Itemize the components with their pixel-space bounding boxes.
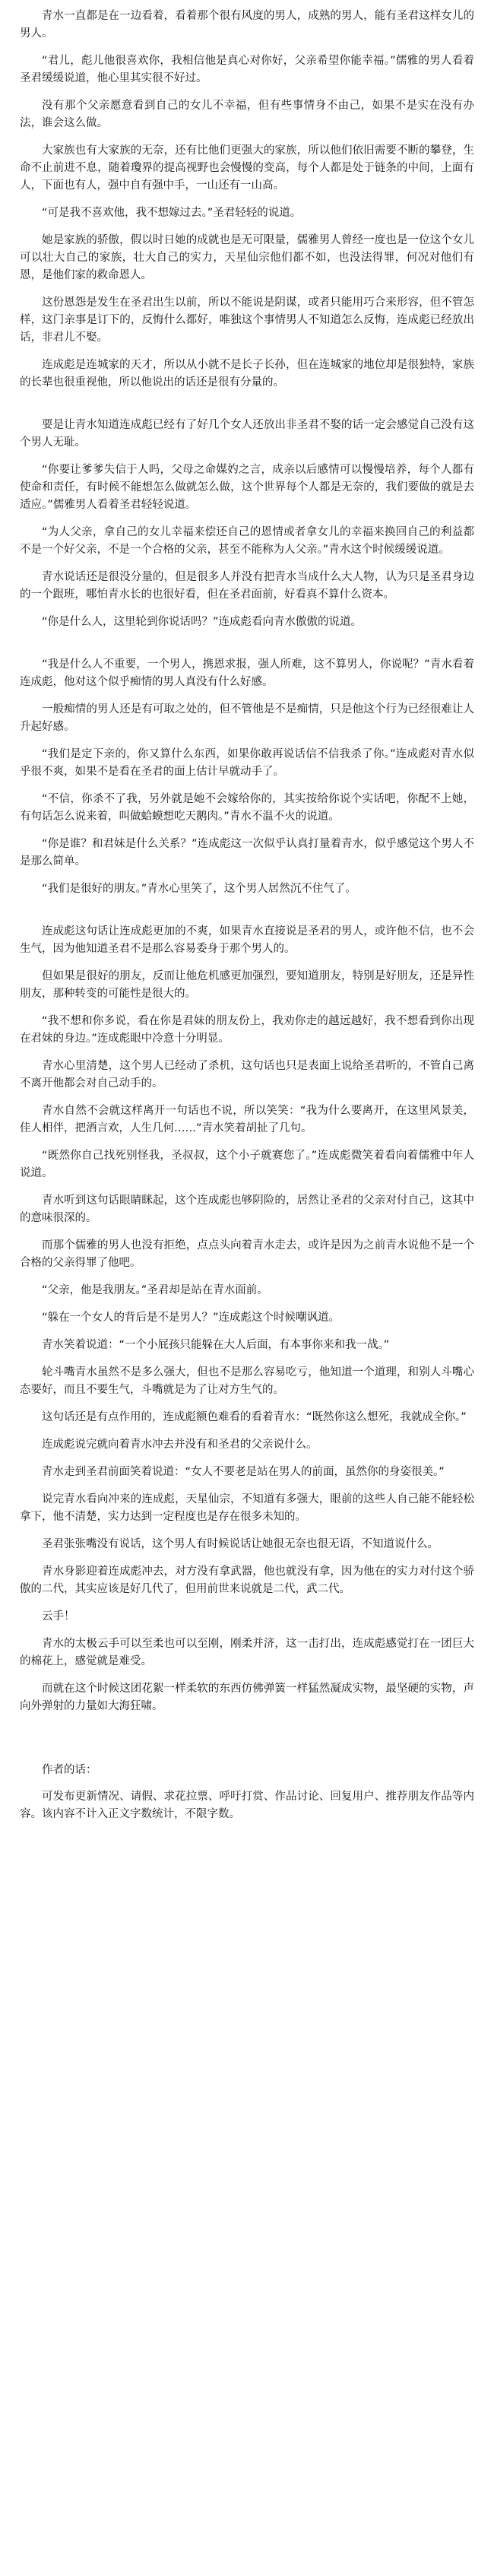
paragraph: 连成彪说完就向着青水冲去并没有和圣君的父亲说什么。 — [42, 1439, 318, 1451]
paragraph: 青水笑着说道：“一个小屁孩只能躲在大人后面，有本事你来和我一战。” — [42, 1339, 390, 1351]
paragraph: 云手！ — [42, 1610, 75, 1623]
blank-line — [20, 641, 474, 656]
paragraph: 说完青水看向冲来的连成彪，天星仙宗，不知道有多强大，眼前的这些人自己能不能轻松拿下，他不清楚，实力达到一定程度也是存在很多未知的。 — [20, 1493, 474, 1523]
paragraph: “你是什么人，这里轮到你说话吗？”连成彪看向青水傲傲的说道。 — [42, 616, 363, 628]
paragraph: 这句话还是有点作用的，连成彪额色难看的看着青水：“既然你这么想死，我就成全你。” — [42, 1411, 467, 1423]
author-notes-text: 可发布更新情况、请假、求花拉票、呼吁打赏、作品讨论、回复用户、推荐朋友作品等内容。该内容不计入正文字数统计，不限字数。 — [20, 1791, 474, 1820]
paragraph: 这份恩怨是发生在圣君出生以前，所以不能说是阴谋，或者只能用巧合来形容，但不管怎样，这门亲事是订下的，反悔什么都好，唯独这个事情男人不知道怎么反悔，连成彪已经放出话，非君儿不娶。 — [20, 297, 474, 344]
paragraph: “君儿，彪儿他很喜欢你，我相信他是真心对你好，父亲希望你能幸福。”儒雅的男人看着圣君缓缓说道，他心里其实很不好过。 — [20, 55, 474, 84]
blank-line — [20, 1725, 474, 1762]
paragraph: 青水身影迎着连成彪冲去，对方没有拿武器，他也就没有拿，因为他在的实力对付这个骄傲的二代，其实应该是好几代了，但用前世来说就是二代，武二代。 — [20, 1566, 474, 1595]
author-notes-label: 作者的话： — [42, 1764, 97, 1776]
paragraph: 大家族也有大家族的无奈，还有比他们更强大的家族，所以他们依旧需要不断的攀登，生命不止前进不息，随着瓊界的提高视野也会慢慢的变高，每个人都是处于链条的中间，上面有人，下面也有人，强中自有强中手，一山还有一山高。 — [20, 144, 474, 192]
paragraph: “可是我不喜欢他，我不想嫁过去。”圣君轻轻的说道。 — [42, 207, 302, 219]
paragraph: 一般痴情的男人还是有可取之处的，但不管他是不是痴情，只是他这个行为已经很难让人升起好感。 — [20, 703, 474, 733]
paragraph: 青水走到圣君前面笑着说道：“女人不要老是站在男人的前面，虽然你的身姿很美。” — [42, 1466, 445, 1478]
paragraph: “你要让爹爹失信于人吗，父母之命媒妁之言，成亲以后感情可以慢慢培养，每个人都有使命和责任，有时候不能想怎么做就怎么做，这个世界每个人都是无奈的，我们要做的就是去适应。”儒雅男人看着圣君轻轻说道。 — [20, 464, 474, 511]
paragraph: “我不想和你多说，看在你是君妹的朋友份上，我劝你走的越远越好，我不想看到你出现在君妹的身边。”连成彪眼中冷意十分明显。 — [20, 1015, 474, 1045]
paragraph: 青水的太极云手可以至柔也可以至刚，刚柔并济，这一击打出，连成彪感觉打在一团巨大的棉花上，感觉就是难受。 — [20, 1638, 474, 1667]
paragraph: 青水一直都是在一边看着，看着那个很有风度的男人，成熟的男人，能有圣君这样女儿的男人。 — [20, 10, 474, 40]
paragraph: 而那个儒雅的男人也没有拒绝，点点头向着青水走去，或许是因为之前青水说他不是一个合格的父亲得罪了他吧。 — [20, 1239, 474, 1269]
paragraph: “我是什么人不重要，一个男人，携恩求报，强人所难，这不算男人，你说呢？”青水看着连成彪，他对这个似乎痴情的男人真没有什么好感。 — [20, 658, 474, 688]
paragraph: “我们是很好的朋友。”青水心里笑了，这个男人居然沉不住气了。 — [42, 883, 356, 895]
paragraph: 青水自然不会就这样离开一句话也不说，所以笑笑：“我为什么要离开，在这里风景美，佳人相伴，把酒言欢，人生几何……”青水笑着胡扯了几句。 — [20, 1105, 474, 1134]
paragraph: “你是谁？和君妹是什么关系？”连成彪这一次似乎认真打量着青水，似乎感觉这个男人不是那么简单。 — [20, 838, 474, 868]
paragraph: 而就在这个时候这团花絮一样柔软的东西仿佛弹簧一样猛然凝成实物，最坚硬的实物，声向外弹射的力量如大海狂啸。 — [20, 1683, 474, 1712]
paragraph: 但如果是很好的朋友，反而让他危机感更加强烈，要知道朋友，特别是好朋友，还是异性朋友，那种转变的可能性是很大的。 — [20, 970, 474, 1000]
blank-line — [20, 401, 474, 417]
paragraph: 青水说话还是很没分量的，但是很多人并没有把青水当成什么大人物，认为只是圣君身边的一个跟班，哪怕青水长的也很好看，但在圣君面前，好看真不算什么资本。 — [20, 571, 474, 601]
paragraph: 连成彪这句话让连成彪更加的不爽，如果青水直接说是圣君的男人，或许他不信，也不会生气，因为他知道圣君不是那么容易委身于那个男人的。 — [20, 925, 474, 955]
paragraph: 要是让青水知道连成彪已经有了好几个女人还放出非圣君不娶的话一定会感觉自己没有这个男人无耻。 — [20, 419, 474, 449]
blank-line — [20, 908, 474, 923]
paragraph: 连成彪是连城家的天才，所以从小就不是长子长孙，但在连城家的地位却是很独特，家族的长辈也很重视他，所以他说出的话还是很有分量的。 — [20, 359, 474, 389]
paragraph: “既然你自己找死别怪我，圣叔叔，这个小子就赛您了。”连成彪微笑着看向着儒雅中年人说道。 — [20, 1150, 474, 1179]
paragraph: “不信，你杀不了我，另外就是她不会嫁给你的，其实按给你说个实话吧，你配不上她，有句话怎么说来着，叫做蛤蟆想吃天鹅肉。”青水不温不火的说道。 — [20, 793, 474, 823]
paragraph: “为人父亲，拿自己的女儿幸福来偿还自己的恩情或者拿女儿的幸福来换回自己的利益都不是一个好父亲，不是一个合格的父亲，甚至不能称为人父亲。”青水这个时候缓缓说道。 — [20, 526, 474, 556]
paragraph: “躲在一个女人的背后是不是男人？”连成彪这个时候嘲讽道。 — [42, 1312, 340, 1324]
paragraph: 青水心里清楚，这个男人已经动了杀机，这句话也只是表面上说给圣君听的，不管自己离不离开他都会对自己动手的。 — [20, 1060, 474, 1090]
paragraph: 轮斗嘴青水虽然不是多么强大，但也不是那么容易吃亏，他知道一个道理，和别人斗嘴心态要好，而且不要生气，斗嘴就是为了让对方生气的。 — [20, 1366, 474, 1396]
paragraph: 没有那个父亲愿意看到自己的女儿不幸福，但有些事情身不由己，如果不是实在没有办法，谁会这么做。 — [20, 100, 474, 129]
paragraph: “父亲，他是我朋友。”圣君却是站在青水面前。 — [42, 1284, 268, 1296]
paragraph: “我们是定下亲的，你又算什么东西，如果你敢再说话信不信我杀了你。”连成彪对青水似乎很不爽，如果不是看在圣君的面上估计早就动手了。 — [20, 748, 474, 778]
paragraph: 青水听到这句话眼睛眯起，这个连成彪也够阴险的，居然让圣君的父亲对付自己，这其中的意味很深的。 — [20, 1194, 474, 1224]
paragraph: 圣君张张嘴没有说话，这个男人有时候说话让她很无奈也很无语，不知道说什么。 — [42, 1538, 439, 1550]
paragraph: 她是家族的骄傲，假以时日她的成就也是无可限量，儒雅男人曾经一度也是一位这个女儿可以壮大自己的家族，壮大自己的实力，天星仙宗他们都不如，也没法得罪，何况对他们有恩，是他们家的救命恩人。 — [20, 234, 474, 281]
